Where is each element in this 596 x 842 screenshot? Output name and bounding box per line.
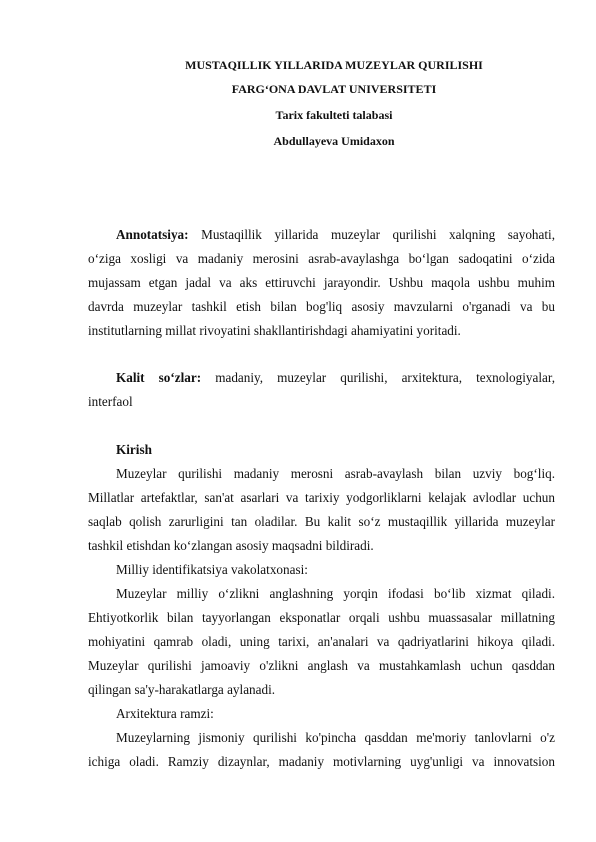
keywords-last-line: interfaol	[88, 394, 133, 409]
intro-line: Millatlar artefaktlar, san'at asarlari va tarixiy yodgorliklarni kelajak avlodlar uchun	[88, 490, 555, 505]
intro-heading: Kirish	[116, 442, 152, 457]
abstract-line: mujassam etgan jadal va aks ettiruvchi jarayondir. Ushbu maqola ushbu muhim	[88, 275, 555, 290]
identity-heading: Milliy identifikatsiya vakolatxonasi:	[116, 562, 308, 577]
university-name: FARG‘ONA DAVLAT UNIVERSITETI	[231, 82, 437, 96]
identity-last-line: qilingan sa'y-harakatlarga aylanadi.	[88, 682, 276, 697]
keywords-first-text: madaniy, muzeylar qurilishi, arxitektura, texnologiyalar,	[215, 370, 556, 385]
identity-first-line: Muzeylar milliy o‘zlikni anglashning yorqin ifodasi bo‘lib xizmat qiladi.	[116, 586, 555, 601]
abstract-line: davrda muzeylar tashkil etish bilan bog'liq asosiy mavzularni o'rganadi va bu	[88, 299, 555, 314]
architecture-heading: Arxitektura ramzi:	[116, 706, 214, 721]
abstract-last-line: institutlarning millat rivoyatini shakllantirishdagi ahamiyatini yoritadi.	[88, 323, 461, 338]
author-name: Abdullayeva Umidaxon	[273, 134, 395, 148]
abstract-line: o‘ziga xosligi va madaniy merosini asrab-avaylashga bo‘lgan sadoqatini o‘zida	[88, 251, 555, 266]
architecture-first-line: Muzeylarning jismoniy qurilishi ko'pincha qasddan me'moriy tanlovlarni o'z	[116, 730, 555, 745]
abstract-first-text: Mustaqillik yillarida muzeylar qurilishi xalqning sayohati,	[201, 227, 555, 242]
intro-line: saqlab qolish zarurligini tan oladilar. Bu kalit so‘z mustaqillik yillarida muzeylar	[88, 514, 555, 529]
identity-line: Muzeylar qurilishi jamoaviy o'zlikni anglash va mustahkamlash uchun qasddan	[88, 658, 555, 673]
intro-last-line: tashkil etishdan ko‘zlangan asosiy maqsadni bildiradi.	[88, 538, 374, 553]
keywords-label: Kalit so‘zlar:	[116, 370, 202, 385]
architecture-last-line: ichiga oladi. Ramziy dizaynlar, madaniy motivlarning uyg'unligi va innovatsion	[88, 754, 555, 769]
abstract-first-line	[88, 223, 555, 247]
author-affiliation: Tarix fakulteti talabasi	[275, 108, 393, 122]
intro-heading-line	[88, 438, 555, 462]
keywords-first-line	[88, 366, 555, 390]
identity-line: Ehtiyotkorlik bilan tayyorlangan eksponatlar orqali ushbu muassasalar millatning	[88, 610, 555, 625]
identity-line: mohiyatini qamrab oladi, uning tarixi, an'analari va qadriyatlarini hikoya qiladi.	[88, 634, 555, 649]
article-title: MUSTAQILLIK YILLARIDA MUZEYLAR QURILISHI	[185, 58, 483, 72]
intro-first-line: Muzeylar qurilishi madaniy merosni asrab-avaylash bilan uzviy bog‘liq.	[116, 466, 555, 481]
abstract-label: Annotatsiya:	[116, 227, 189, 242]
